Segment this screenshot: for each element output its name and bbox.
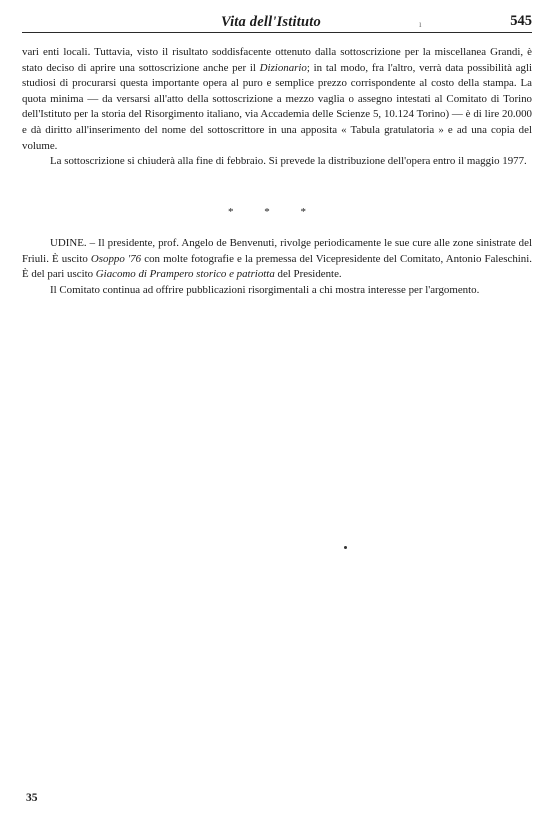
section-torino (22, 45, 532, 170)
paragraph: UDINE. – Il presidente, prof. Angelo de Benvenuti, rivolge periodicamente le sue cure alle zone sinistrate del Friuli. È uscito Osoppo '76 con molte fotografie e la premessa del Vicepresidente del Comitato, Antonio Faleschini. È del pari uscito Giacomo di Prampero storico e patriotta del Presidente. (22, 237, 533, 281)
paragraph: Il Comitato continua ad offrire pubblicazioni risorgimentali a chi mostra interesse per l'argomento. (50, 283, 480, 296)
sheet-folio: 35 (26, 792, 38, 804)
section-lead: UDINE. (50, 237, 87, 249)
section-udine (22, 236, 532, 298)
page-header (22, 11, 532, 33)
paragraph: vari enti locali. Tuttavia, visto il risultato soddisfacente ottenuto dalla sottoscrizione per la miscellanea Grandi, è stato deciso di aprire una sottoscrizione anche per il Dizionario; in tal modo, fra l'altro, verrà data possibilità agli studiosi di procurarsi questa importante opera al puro e semplice prezzo corrispondente al costo della stampa. La quota minima — da versarsi all'atto della sottoscrizione a mezzo vaglia o assegno intestati al Comitato di Torino dell'Istituto per la storia del Risorgimento italiano, via Accademia delle Scienze 5, 10.124 Torino) — è di lire 20.000 e dà diritto all'inserimento del nome del sottoscrittore in una apposita « Tabula gratulatoria » e ad una copia del volume. (22, 46, 532, 152)
running-title: Vita dell'Istituto (221, 14, 321, 30)
book-title: Dizionario (259, 61, 307, 74)
paragraph: La sottoscrizione si chiuderà alla fine di febbraio. Si prevede la distribuzione dell'opera entro il maggio 1977. (50, 155, 527, 168)
book-title: Osoppo '76 (90, 252, 142, 265)
header-rule (22, 32, 532, 33)
header-mark: ı (419, 19, 422, 29)
page-number: 545 (510, 13, 532, 29)
section-separator: * * * (228, 206, 320, 218)
ink-dot (344, 546, 347, 549)
book-title: Giacomo di Prampero storico e patriotta (95, 268, 275, 281)
